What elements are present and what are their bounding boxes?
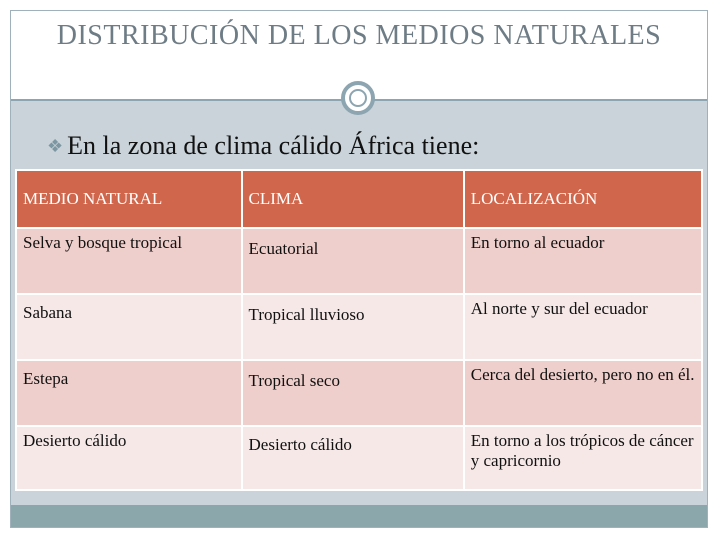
cell-localizacion: En torno a los trópicos de cáncer y capricornio <box>464 426 702 490</box>
bullet-icon: ❖ <box>47 135 64 156</box>
cell-clima: Desierto cálido <box>242 426 464 490</box>
table-header-row <box>16 170 702 228</box>
cell-medio: Desierto cálido <box>16 426 242 490</box>
table-row <box>16 426 702 490</box>
cell-localizacion: Al norte y sur del ecuador <box>464 294 702 360</box>
media-table <box>15 169 703 491</box>
table-row <box>16 228 702 294</box>
footer-band <box>11 505 707 527</box>
subtitle-text: En la zona de clima cálido África tiene: <box>67 131 480 160</box>
cell-medio: Selva y bosque tropical <box>16 228 242 294</box>
table-row <box>16 294 702 360</box>
slide <box>10 10 708 528</box>
header-medio-natural: MEDIO NATURAL <box>16 170 242 228</box>
cell-medio: Sabana <box>16 294 242 360</box>
cell-localizacion: Cerca del desierto, pero no en él. <box>464 360 702 426</box>
header-clima: CLIMA <box>242 170 464 228</box>
header-localizacion: LOCALIZACIÓN <box>464 170 702 228</box>
cell-medio: Estepa <box>16 360 242 426</box>
table-row <box>16 360 702 426</box>
cell-clima: Ecuatorial <box>242 228 464 294</box>
circle-ornament-icon <box>341 81 375 115</box>
slide-title: DISTRIBUCIÓN DE LOS MEDIOS NATURALES <box>56 20 662 51</box>
cell-clima: Tropical seco <box>242 360 464 426</box>
subtitle <box>47 131 479 161</box>
cell-clima: Tropical lluvioso <box>242 294 464 360</box>
cell-localizacion: En torno al ecuador <box>464 228 702 294</box>
